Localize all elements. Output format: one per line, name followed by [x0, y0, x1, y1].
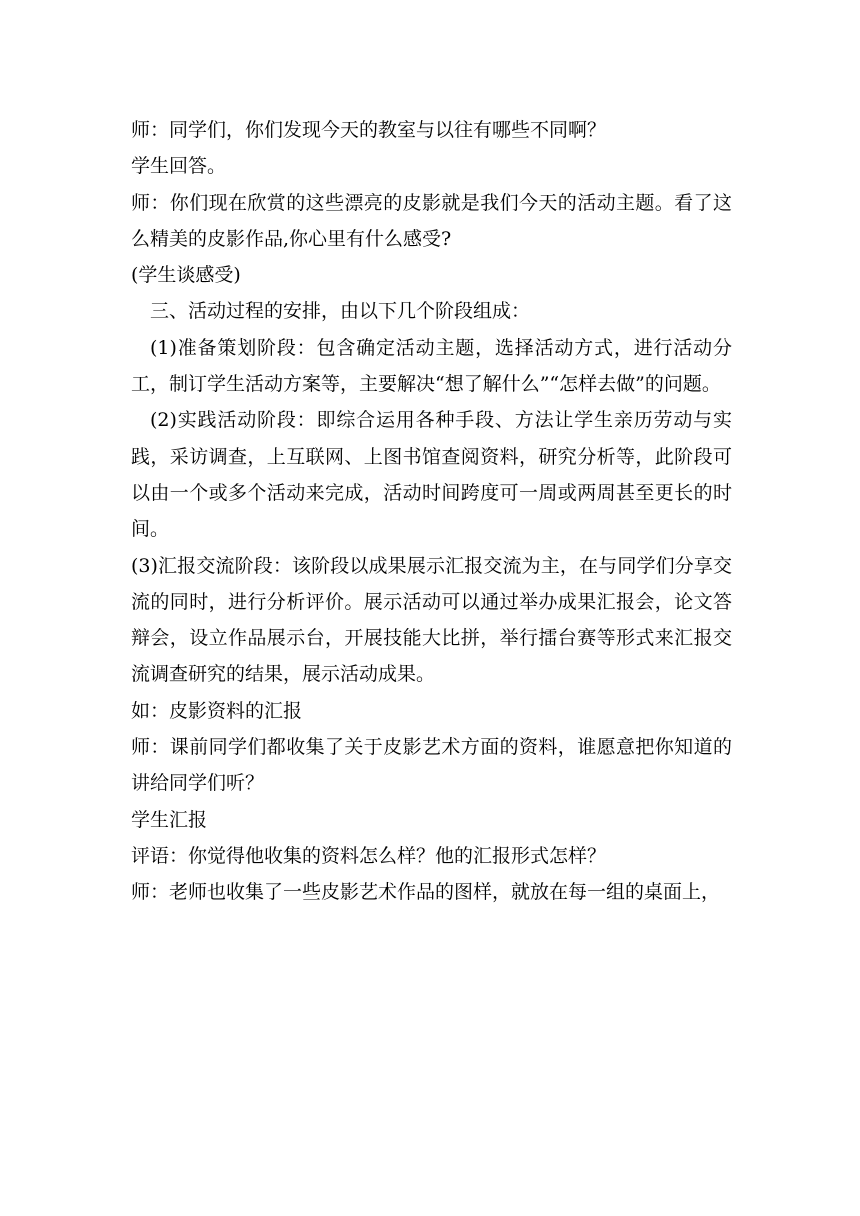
paragraph-stage-practice: (2)实践活动阶段：即综合运用各种手段、方法让学生亲历劳动与实践，采访调查，上互联网、上图书馆查阅资料，研究分析等，此阶段可以由一个或多个活动来完成，活动时间跨度可一周或两周甚至更长的时间。 [131, 409, 732, 541]
paragraph-stage-reporting: (3)汇报交流阶段：该阶段以成果展示汇报交流为主，在与同学们分享交流的同时，进行分析评价。展示活动可以通过举办成果汇报会，论文答辩会，设立作品展示台，开展技能大比拼，举行擂台赛等形式来汇报交流调查研究的结果，展示活动成果。 [131, 554, 732, 686]
paragraph-student-answer: 学生回答。 [131, 155, 227, 178]
paragraph-student-feelings: (学生谈感受) [131, 264, 241, 287]
document-body [131, 112, 732, 911]
paragraph-evaluation: 评语：你觉得他收集的资料怎么样？他的汇报形式怎样？ [131, 844, 607, 867]
paragraph-teacher-question: 师：同学们，你们发现今天的教室与以往有哪些不同啊？ [131, 119, 607, 141]
paragraph-section-three-heading: 三、活动过程的安排，由以下几个阶段组成： [150, 300, 531, 323]
paragraph-example: 如：皮影资料的汇报 [131, 699, 303, 722]
paragraph-student-report: 学生汇报 [131, 808, 208, 831]
paragraph-teacher-theme: 师：你们现在欣赏的这些漂亮的皮影就是我们今天的活动主题。看了这么精美的皮影作品,你心里有什么感受? [131, 191, 732, 250]
paragraph-teacher-materials: 师：课前同学们都收集了关于皮影艺术方面的资料，谁愿意把你知道的讲给同学们听？ [131, 736, 732, 795]
paragraph-teacher-samples: 师：老师也收集了一些皮影艺术作品的图样，就放在每一组的桌面上， [131, 881, 721, 904]
paragraph-stage-planning: (1)准备策划阶段：包含确定活动主题，选择活动方式，进行活动分工，制订学生活动方案等，主要解决“想了解什么”“怎样去做”的问题。 [131, 336, 732, 396]
